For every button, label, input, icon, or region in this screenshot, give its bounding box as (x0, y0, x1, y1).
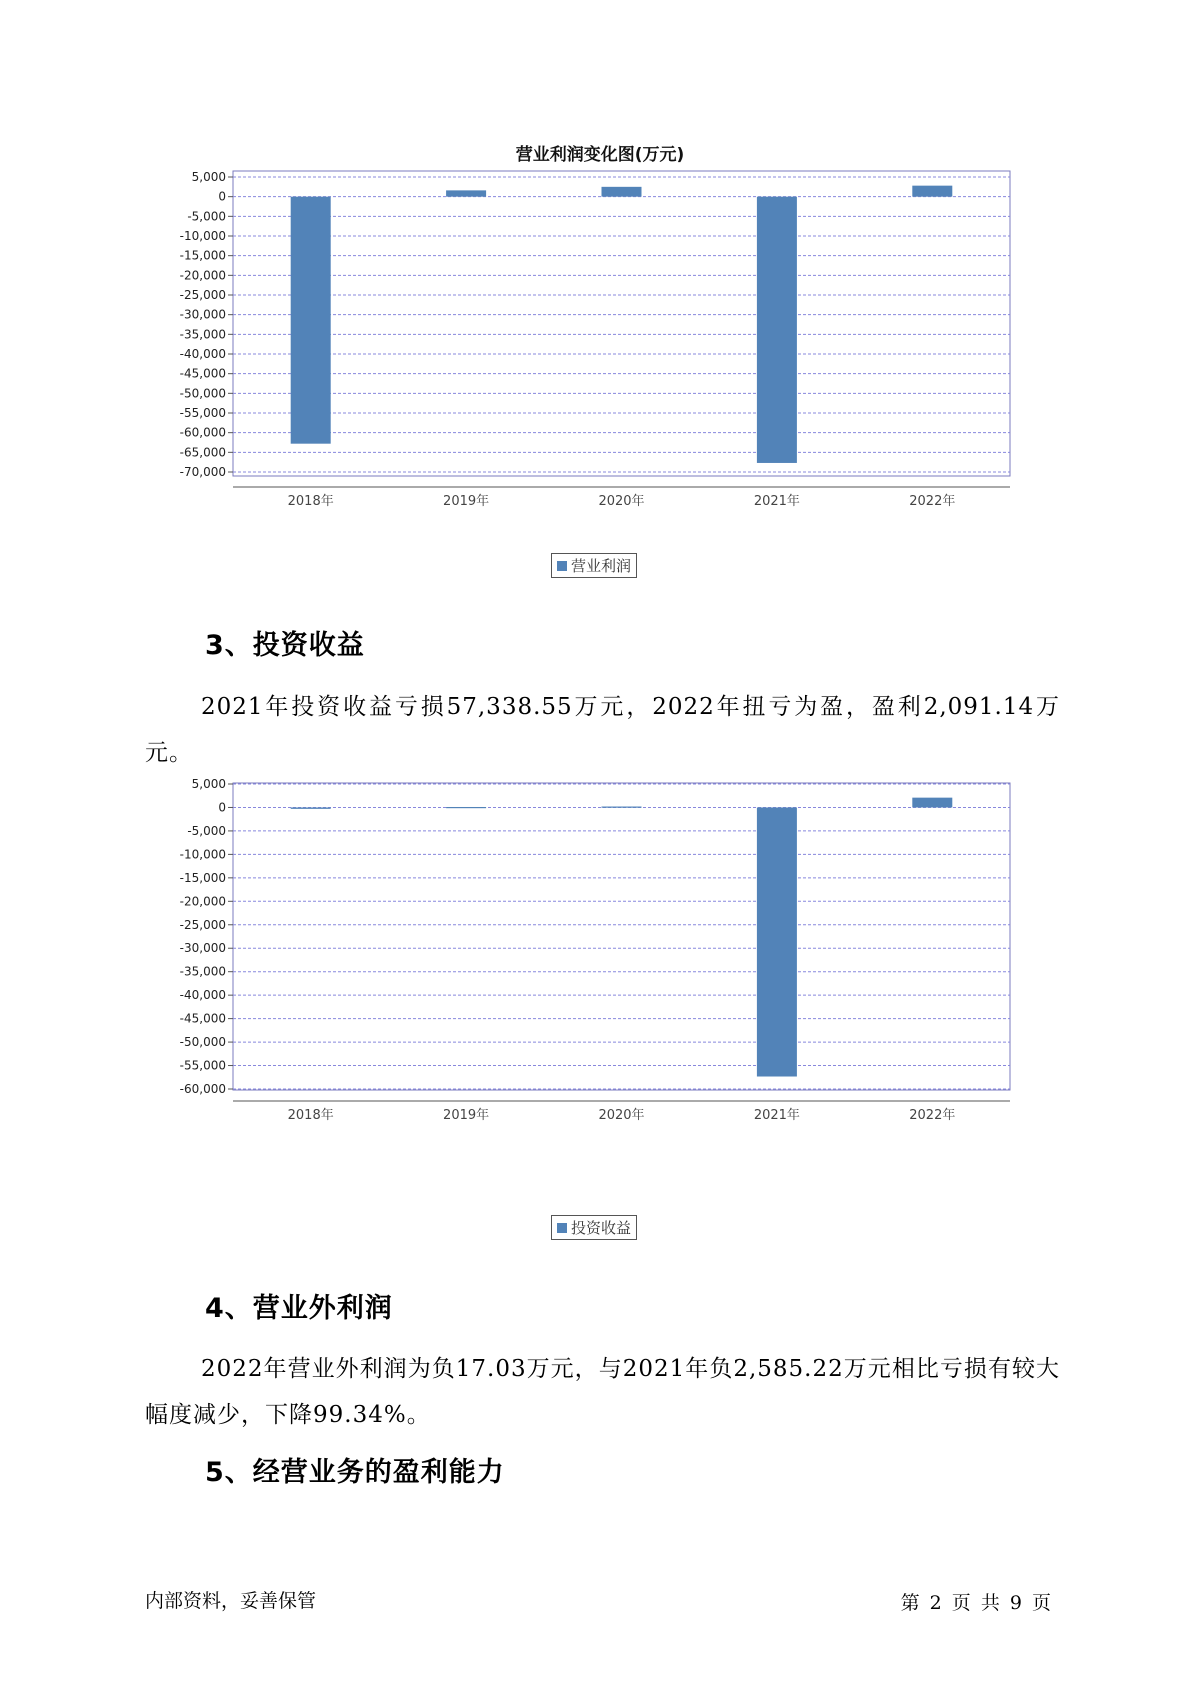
y-tick-label: 5,000 (191, 170, 226, 184)
y-tick-label: -45,000 (179, 366, 226, 381)
chart-title: 营业利润变化图(万元) (515, 145, 685, 165)
section-paragraph-non-operating-profit: 2022年营业外利润为负17.03万元，与2021年负2,585.22万元相比亏损有较大幅度减少，下降99.34%。 (145, 1356, 1060, 1428)
y-tick-label: -70,000 (179, 465, 226, 479)
x-tick-label: 2018年 (287, 494, 334, 509)
plot-frame (233, 783, 1010, 1090)
legend-swatch (557, 561, 567, 571)
y-tick-label: -10,000 (179, 229, 226, 243)
bar (291, 197, 331, 444)
y-tick-label: -20,000 (179, 894, 226, 909)
x-tick-label: 2021年 (753, 494, 800, 509)
y-tick-label: 0 (218, 800, 226, 815)
operating-profit-plot (170, 170, 1030, 590)
investment-income-plot (170, 777, 1030, 1242)
x-tick-label: 2020年 (598, 494, 645, 509)
bar (757, 807, 797, 1076)
legend-label: 投资收益 (571, 1219, 632, 1237)
y-tick-label: -55,000 (179, 406, 226, 420)
y-tick-label: 0 (218, 189, 226, 204)
y-tick-label: -50,000 (179, 386, 226, 401)
x-tick-label: 2018年 (287, 1108, 334, 1123)
footer-confidential-note: 内部资料，妥善保管 (145, 1590, 317, 1612)
y-tick-label: -15,000 (179, 870, 226, 885)
y-tick-label: -10,000 (179, 847, 226, 862)
section-heading-business-profitability: 5、经营业务的盈利能力 (205, 1457, 505, 1488)
legend-swatch (557, 1223, 567, 1233)
y-tick-label: -40,000 (179, 988, 226, 1003)
footer-page-number: 第 2 页 共 9 页 (900, 1592, 1051, 1614)
bar (757, 197, 797, 463)
y-tick-label: -20,000 (179, 268, 226, 283)
bar (602, 807, 642, 808)
operating-profit-chart (170, 140, 1030, 580)
y-tick-label: -50,000 (179, 1035, 226, 1050)
x-tick-label: 2022年 (909, 1108, 956, 1123)
y-tick-label: -30,000 (179, 941, 226, 956)
bar (602, 187, 642, 197)
y-tick-label: -65,000 (179, 445, 226, 460)
y-tick-label: -5,000 (187, 209, 226, 224)
bar (291, 807, 331, 808)
x-tick-label: 2019年 (443, 1108, 490, 1123)
section-paragraph-investment-income: 2021年投资收益亏损57,338.55万元，2022年扭亏为盈，盈利2,091.14万元。 (145, 694, 1060, 766)
y-tick-label: -60,000 (179, 425, 226, 440)
y-tick-label: -25,000 (179, 917, 226, 932)
y-tick-label: -40,000 (179, 347, 226, 361)
chart-legend (551, 1215, 637, 1240)
y-tick-label: -25,000 (179, 288, 226, 302)
bar (912, 186, 952, 197)
x-tick-label: 2019年 (443, 494, 490, 509)
y-tick-label: -30,000 (179, 307, 226, 322)
bar (912, 798, 952, 808)
x-tick-label: 2020年 (598, 1108, 645, 1123)
legend-label: 营业利润 (571, 557, 632, 575)
y-tick-label: -15,000 (179, 248, 226, 263)
y-tick-label: -5,000 (187, 823, 226, 838)
y-tick-label: -60,000 (179, 1082, 226, 1096)
y-tick-label: -35,000 (179, 964, 226, 979)
y-tick-label: -55,000 (179, 1058, 226, 1073)
x-tick-label: 2022年 (909, 494, 956, 509)
y-tick-label: -45,000 (179, 1011, 226, 1026)
bar (446, 190, 486, 196)
y-tick-label: 5,000 (191, 777, 226, 791)
section-heading-non-operating-profit: 4、营业外利润 (205, 1293, 393, 1324)
bar (446, 807, 486, 808)
y-tick-label: -35,000 (179, 327, 226, 342)
section-heading-investment-income: 3、投资收益 (205, 630, 365, 661)
chart-legend (551, 553, 637, 578)
investment-income-chart (170, 777, 1030, 1242)
x-tick-label: 2021年 (753, 1108, 800, 1123)
